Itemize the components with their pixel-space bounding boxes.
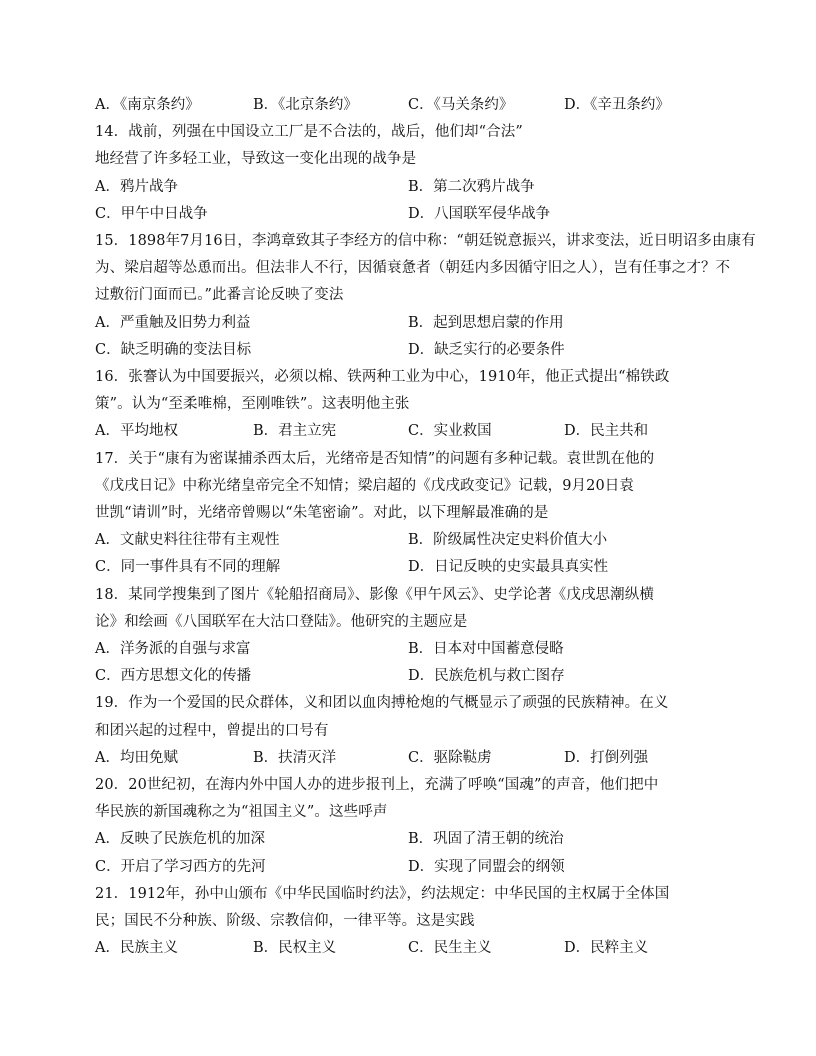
question-stem-line: 20．20世纪初，在海内外中国人办的进步报刊上，充满了呼唤“国魂”的声音，他们把中 bbox=[95, 777, 659, 793]
question-stem-line: 《戊戌日记》中称光绪皇帝完全不知情；梁启超的《戊戌政变记》记载，9月20日袁 bbox=[95, 477, 634, 494]
question-stem-line: 为、梁启超等怂恿而出。但法非人不行，因循衰惫者（朝廷内多因循守旧之人），岂有任事之才？不 bbox=[95, 260, 731, 277]
question-stem-line: 论》和绘画《八国联军在大沽口登陆》。他研究的主题应是 bbox=[95, 613, 468, 630]
question-stem-line: 策”。认为“至柔唯棉，至刚唯铁”。这表明他主张 bbox=[95, 396, 410, 413]
question-stem-line: 14．战前，列强在中国设立工厂是不合法的，战后，他们却“合法” bbox=[95, 124, 523, 141]
answer-option: A．民族主义 bbox=[95, 940, 178, 957]
answer-option: B．民权主义 bbox=[253, 940, 337, 957]
question-stem-line: 21．1912年，孙中山颁布《中华民国临时约法》，约法规定：中华民国的主权属于全体国 bbox=[95, 885, 670, 902]
answer-option: A．均田免赋 bbox=[95, 749, 178, 766]
answer-option: B．起到思想启蒙的作用 bbox=[408, 314, 564, 331]
answer-option: C．民生主义 bbox=[408, 940, 492, 957]
answer-option: D．民粹主义 bbox=[564, 940, 649, 957]
question-stem-line: 华民族的新国魂称之为“祖国主义”。这些呼声 bbox=[95, 804, 388, 821]
answer-option: D．八国联军侵华战争 bbox=[408, 205, 551, 222]
answer-option: C．同一事件具有不同的理解 bbox=[95, 559, 281, 576]
question-stem-line: 15．1898年7月16日，李鸿章致其子李经方的信中称：“朝廷锐意振兴，讲求变法，近日明诏多由康有 bbox=[95, 233, 756, 249]
answer-option: D．打倒列强 bbox=[564, 749, 649, 766]
answer-option: D．民族危机与救亡图存 bbox=[408, 668, 565, 685]
answer-option: B．第二次鸦片战争 bbox=[408, 178, 535, 195]
answer-option: C．实业救国 bbox=[408, 423, 492, 440]
answer-option: C．开启了学习西方的先河 bbox=[95, 858, 266, 875]
answer-option: B．日本对中国蓄意侵略 bbox=[408, 641, 564, 657]
question-stem-line: 和团兴起的过程中，曾提出的口号有 bbox=[95, 722, 329, 739]
answer-option: B．君主立宪 bbox=[253, 423, 337, 440]
question-stem-line: 世凯“请训”时，光绪帝曾赐以“朱笔密谕”。对此，以下理解最准确的是 bbox=[95, 505, 549, 521]
answer-option: A．文献史料往往带有主观性 bbox=[95, 532, 280, 549]
question-stem-line: 地经营了许多轻工业，导致这一变化出现的战争是 bbox=[95, 151, 417, 168]
question-stem-line: 18．某同学搜集到了图片《轮船招商局》、影像《甲午风云》、史学论著《戊戌思潮纵横 bbox=[95, 586, 654, 603]
answer-option: B．巩固了清王朝的统治 bbox=[408, 831, 564, 848]
question-stem-line: 17．关于“康有为密谋捕杀西太后，光绪帝是否知情”的问题有多种记载。袁世凯在他的 bbox=[95, 450, 655, 467]
answer-option: A．《南京条约》 bbox=[95, 97, 200, 113]
answer-option: D．实现了同盟会的纲领 bbox=[408, 858, 565, 875]
question-stem-line: 过敷衍门面而已。”此番言论反映了变法 bbox=[95, 287, 344, 304]
question-stem-line: 19．作为一个爱国的民众群体，义和团以血肉搏枪炮的气概显示了顽强的民族精神。在义 bbox=[95, 695, 669, 712]
answer-option: B．《北京条约》 bbox=[253, 97, 358, 113]
answer-option: D．民主共和 bbox=[564, 423, 649, 440]
question-stem-line: 16．张謇认为中国要振兴，必须以棉、铁两种工业为中心，1910年，他正式提出“棉铁政 bbox=[95, 369, 670, 385]
answer-option: C．西方思想文化的传播 bbox=[95, 668, 252, 685]
answer-option: A．反映了民族危机的加深 bbox=[95, 831, 265, 848]
answer-option: A．洋务派的自强与求富 bbox=[95, 641, 251, 657]
answer-option: C．缺乏明确的变法目标 bbox=[95, 341, 252, 358]
answer-option: C．甲午中日战争 bbox=[95, 205, 208, 222]
answer-option: C．驱除鞑虏 bbox=[408, 749, 492, 766]
question-stem-line: 民；国民不分种族、阶级、宗教信仰，一律平等。这是实践 bbox=[95, 913, 475, 929]
answer-option: A．平均地权 bbox=[95, 423, 178, 440]
answer-option: B．阶级属性决定史料价值大小 bbox=[408, 532, 608, 549]
answer-option: D．日记反映的史实最具真实性 bbox=[408, 559, 609, 576]
answer-option: C．《马关条约》 bbox=[408, 97, 514, 113]
answer-option: A．严重触及旧势力利益 bbox=[95, 314, 251, 331]
answer-option: D．《辛丑条约》 bbox=[564, 97, 670, 113]
answer-option: B．扶清灭洋 bbox=[253, 749, 337, 766]
answer-option: A．鸦片战争 bbox=[95, 178, 178, 195]
answer-option: D．缺乏实行的必要条件 bbox=[408, 341, 565, 358]
